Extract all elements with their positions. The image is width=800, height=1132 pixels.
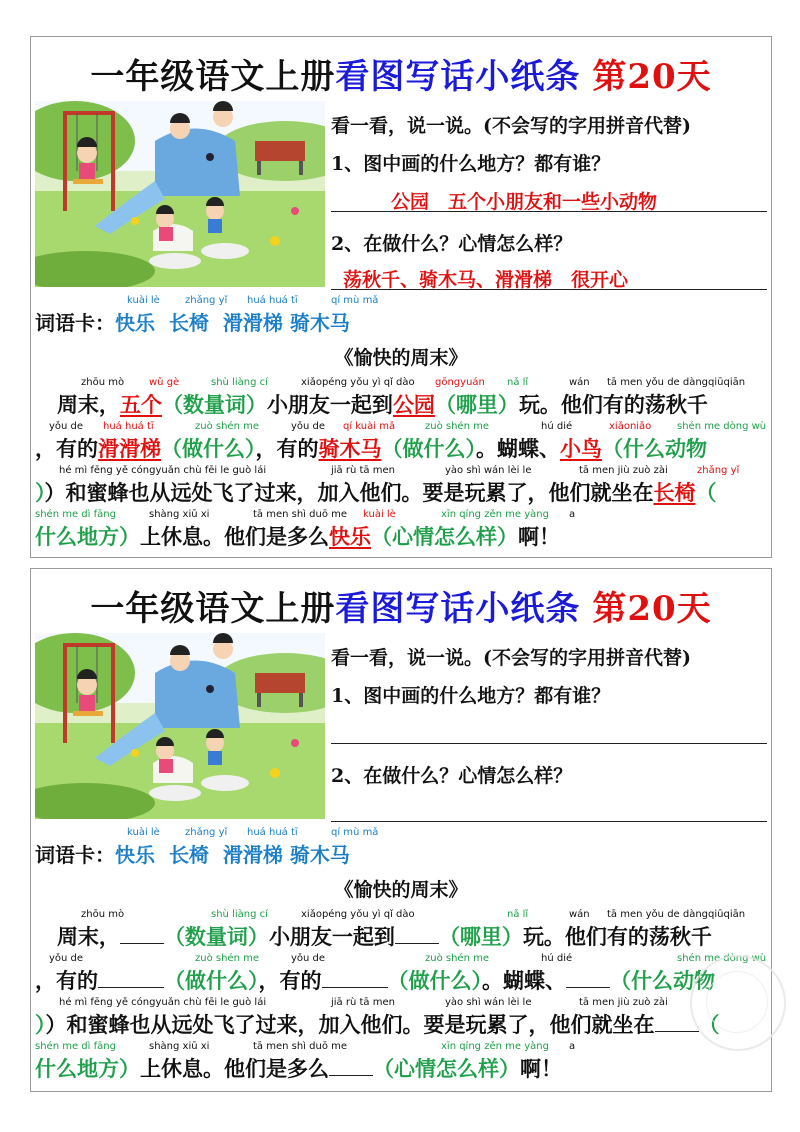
word-card: 词语卡：快乐 长椅 滑滑梯 骑木马 <box>35 843 350 867</box>
pinyin: xiǎoniǎo <box>609 421 652 432</box>
question-2: 2、在做什么？心情怎么样？ <box>331 765 573 787</box>
prompt-instruction: 看一看，说一说。(不会写的字用拼音代替) <box>331 647 691 669</box>
pinyin: yǒu de <box>49 421 84 432</box>
pinyin: yǒu de <box>49 953 84 964</box>
story-line-2: ，有的 （做什么），有的 （做什么）。蝴蝶、 （什么动物 <box>35 968 715 993</box>
pinyin: hú dié <box>541 421 573 432</box>
pinyin: zhōu mò <box>81 909 125 920</box>
word-pinyin: kuài lè <box>127 827 160 838</box>
fill-blank[interactable] <box>322 969 388 988</box>
word-pinyin: huá huá tī <box>247 827 298 838</box>
pinyin: tā men jiù zuò zài <box>579 465 668 476</box>
story-title: 《愉快的周末》 <box>334 879 468 901</box>
story-line-4: 什么地方）上休息。他们是多么快乐（心情怎么样）啊！ <box>35 524 560 549</box>
pinyin: tā men yǒu de dàngqiūqiān <box>607 377 746 388</box>
pinyin: zhǎng yǐ <box>697 465 740 476</box>
pinyin: yǒu de <box>291 953 326 964</box>
pinyin: xiǎopéng yǒu yì qǐ dào <box>301 377 415 388</box>
story-line-4: 什么地方）上休息。他们是多么 （心情怎么样）啊！ <box>35 1056 562 1081</box>
pinyin: qí kuài mǎ <box>343 421 396 432</box>
pinyin: hé mì fēng yě cóngyuǎn chù fēi le guò lái <box>59 465 267 476</box>
pinyin: xīn qíng zěn me yàng <box>441 509 549 520</box>
answer-line-1[interactable] <box>331 211 767 212</box>
pinyin: a <box>569 1041 576 1052</box>
word-pinyin: kuài lè <box>127 295 160 306</box>
pinyin: nǎ lǐ <box>507 377 529 388</box>
story-line-3: ））和蜜蜂也从远处飞了过来，加入他们。要是玩累了，他们就坐在长椅（ <box>35 480 717 505</box>
prompt-instruction: 看一看，说一说。(不会写的字用拼音代替) <box>331 115 691 137</box>
story-line-3: ））和蜜蜂也从远处飞了过来，加入他们。要是玩累了，他们就坐在 （ <box>35 1012 720 1037</box>
pinyin: hé mì fēng yě cóngyuǎn chù fēi le guò lái <box>59 997 267 1008</box>
pinyin: yào shì wán lèi le <box>445 465 532 476</box>
pinyin: shù liàng cí <box>211 909 268 920</box>
pinyin: kuài lè <box>363 509 396 520</box>
pinyin: zuò shén me <box>425 421 489 432</box>
word-pinyin: huá huá tī <box>247 295 298 306</box>
story-line-1: 周末，五个（数量词）小朋友一起到公园（哪里）玩。他们有的荡秋千 <box>56 392 708 417</box>
pinyin: shù liàng cí <box>211 377 268 388</box>
pinyin: hú dié <box>541 953 573 964</box>
answer-1: 公园 五个小朋友和一些小动物 <box>391 191 658 213</box>
fill-blank[interactable] <box>395 925 439 944</box>
pinyin: yào shì wán lèi le <box>445 997 532 1008</box>
pinyin: shén me dòng wù <box>677 421 767 432</box>
pinyin: tā men shì duō me <box>253 1041 348 1052</box>
pinyin: tā men shì duō me <box>253 509 348 520</box>
park-illustration <box>35 101 325 287</box>
pinyin: tā men yǒu de dàngqiūqiān <box>607 909 746 920</box>
pinyin: zuò shén me <box>425 953 489 964</box>
question-2: 2、在做什么？心情怎么样？ <box>331 233 573 255</box>
fill-blank[interactable] <box>329 1057 373 1076</box>
pinyin: zuò shén me <box>195 953 259 964</box>
fill-blank[interactable] <box>566 969 610 988</box>
park-illustration <box>35 633 325 819</box>
story-line-2: ，有的滑滑梯（做什么），有的骑木马（做什么）。蝴蝶、小鸟（什么动物 <box>35 436 707 461</box>
pinyin: shàng xiū xi <box>149 1041 210 1052</box>
pinyin: huá huá tī <box>103 421 154 432</box>
answer-line-2[interactable] <box>331 289 767 290</box>
worksheet-title: 一年级语文上册看图写话小纸条 第20天 <box>90 57 712 97</box>
answer-2: 荡秋千、骑木马、滑滑梯 很开心 <box>343 269 629 291</box>
pinyin: wǔ gè <box>149 377 180 388</box>
story-title: 《愉快的周末》 <box>334 347 468 369</box>
word-pinyin: qí mù mǎ <box>331 827 379 838</box>
pinyin: xiǎopéng yǒu yì qǐ dào <box>301 909 415 920</box>
word-pinyin: qí mù mǎ <box>331 295 379 306</box>
fill-blank[interactable] <box>120 925 164 944</box>
worksheet-blank <box>30 568 772 1092</box>
question-1: 1、图中画的什么地方？都有谁？ <box>331 153 611 175</box>
pinyin: zuò shén me <box>195 421 259 432</box>
word-pinyin: zhǎng yǐ <box>185 827 228 838</box>
worksheet-title: 一年级语文上册看图写话小纸条 第20天 <box>90 589 712 629</box>
pinyin: shén me dì fāng <box>35 509 116 520</box>
worksheet-answered <box>30 36 772 558</box>
pinyin: jiā rù tā men <box>331 465 395 476</box>
pinyin: jiā rù tā men <box>331 997 395 1008</box>
fill-blank[interactable] <box>98 969 164 988</box>
pinyin: shén me dì fāng <box>35 1041 116 1052</box>
pinyin: wán <box>569 909 590 920</box>
pinyin: wán <box>569 377 590 388</box>
watermark-stamp <box>690 955 786 1051</box>
pinyin: zhōu mò <box>81 377 125 388</box>
pinyin: shàng xiū xi <box>149 509 210 520</box>
pinyin: a <box>569 509 576 520</box>
pinyin: yǒu de <box>291 421 326 432</box>
story-line-1: 周末， （数量词）小朋友一起到 （哪里）玩。他们有的荡秋千 <box>56 924 712 949</box>
word-pinyin: zhǎng yǐ <box>185 295 228 306</box>
answer-line-1[interactable] <box>331 743 767 744</box>
answer-line-2[interactable] <box>331 821 767 822</box>
question-1: 1、图中画的什么地方？都有谁？ <box>331 685 611 707</box>
pinyin: tā men jiù zuò zài <box>579 997 668 1008</box>
pinyin: shén me dòng wù <box>677 953 767 964</box>
word-card: 词语卡：快乐 长椅 滑滑梯 骑木马 <box>35 311 350 335</box>
pinyin: xīn qíng zěn me yàng <box>441 1041 549 1052</box>
pinyin: nǎ lǐ <box>507 909 529 920</box>
pinyin: gōngyuán <box>435 377 485 388</box>
